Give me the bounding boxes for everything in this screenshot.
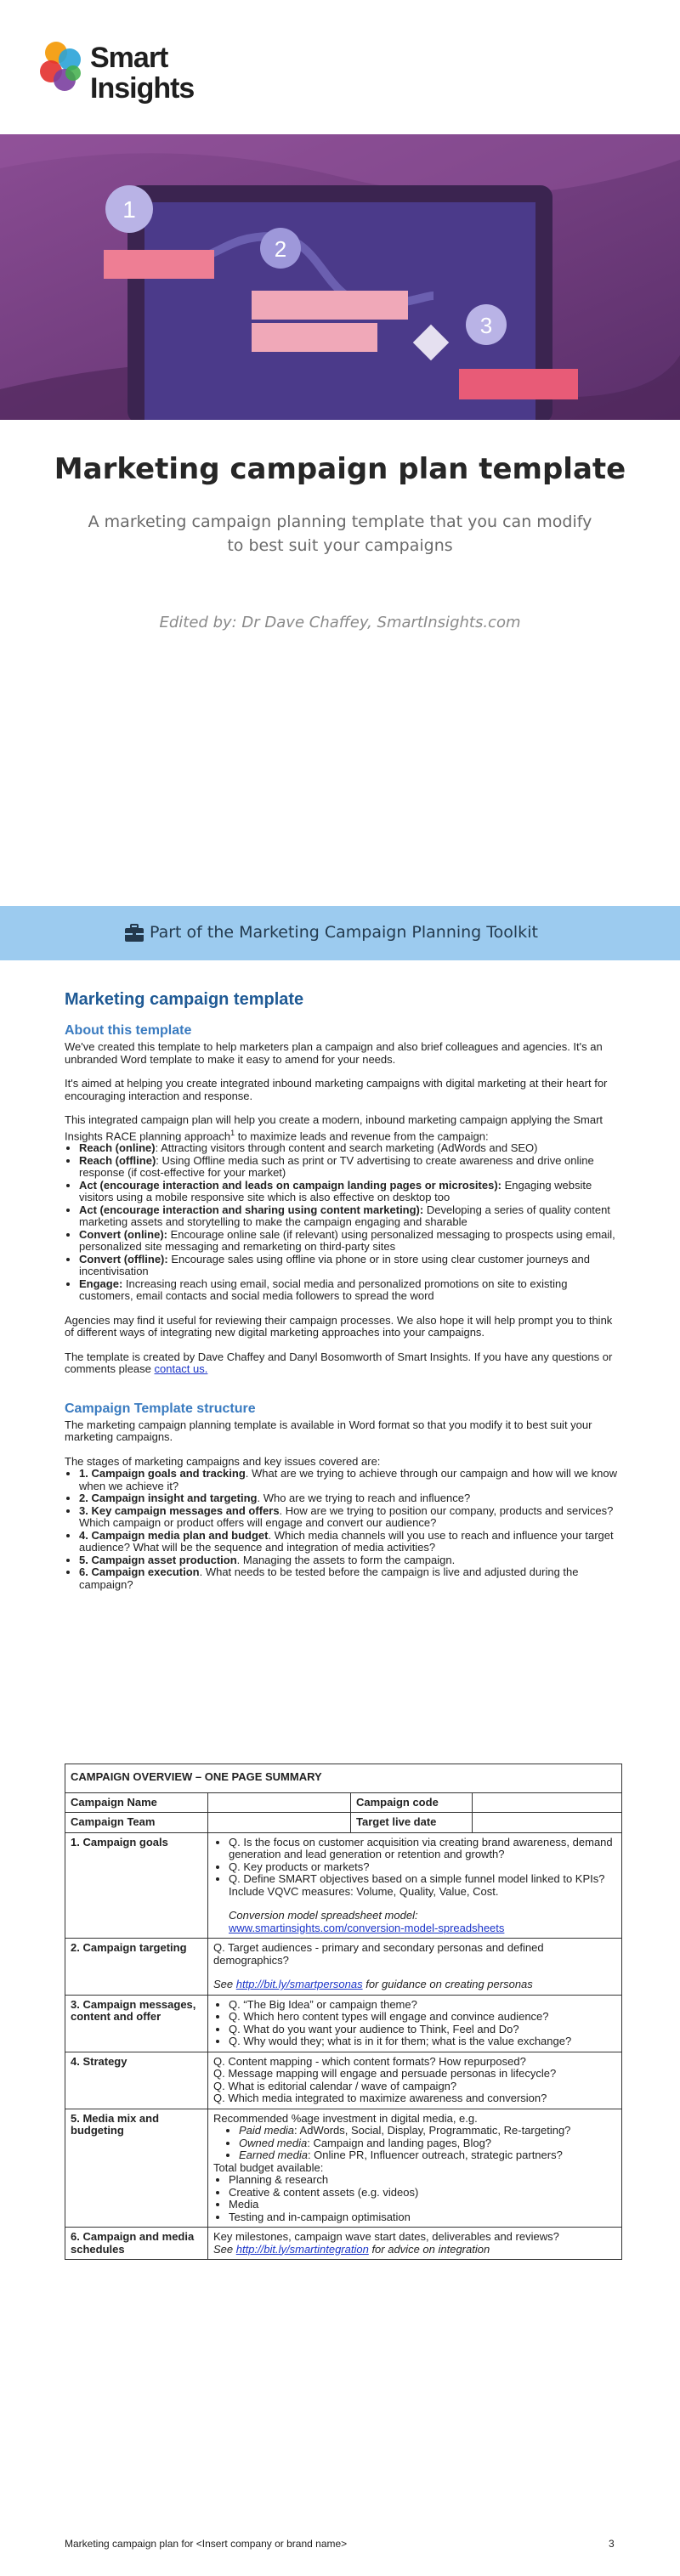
step-2-number: 2 bbox=[274, 236, 287, 262]
messages-label: 3. Campaign messages, content and offer bbox=[65, 1995, 208, 2052]
budget-item: • Creative & content assets (e.g. videos) bbox=[229, 2187, 616, 2200]
stage-item: • 4. Campaign media plan and budget. Which media channels will you use to reach and influence your target audience? What will be the sequence and integration of media activities? bbox=[79, 1530, 617, 1554]
footer-brand-text: Marketing campaign plan for <Insert company or brand name> bbox=[65, 2538, 348, 2550]
budget-label: Total budget available: bbox=[213, 2160, 324, 2174]
logo-wordmark bbox=[90, 42, 194, 104]
campaign-code-value[interactable] bbox=[473, 1792, 622, 1813]
structure-paragraph-2: The stages of marketing campaigns and key issues covered are: bbox=[65, 1454, 381, 1468]
messages-cell bbox=[208, 1995, 622, 2052]
table-row bbox=[65, 2109, 622, 2228]
about-p3-tail: to maximize leads and revenue from the campaign: bbox=[235, 1129, 489, 1142]
conversion-model-link[interactable]: www.smartinsights.com/conversion-model-spreadsheets bbox=[229, 1921, 505, 1934]
stage-item: • 3. Key campaign messages and offers. How are we trying to position our company, products and services? Which campaign or product offers will engage and convert our audience? bbox=[79, 1505, 617, 1530]
structure-paragraph-1: The marketing campaign planning template is available in Word format so that you modify it to best suit your marketing campaigns. bbox=[65, 1418, 592, 1444]
media-intro: Recommended %age investment in digital media, e.g. bbox=[213, 2111, 478, 2125]
about-heading: About this template bbox=[65, 1023, 192, 1038]
campaign-name-value[interactable] bbox=[208, 1792, 351, 1813]
strategy-line: Q. What is editorial calendar / wave of campaign? bbox=[213, 2079, 457, 2092]
logo-line1: Smart bbox=[90, 42, 168, 74]
campaign-team-value[interactable] bbox=[208, 1813, 351, 1833]
campaign-overview-table bbox=[65, 1764, 622, 2260]
stage-item: • 5. Campaign asset production. Managing the assets to form the campaign. bbox=[79, 1554, 617, 1567]
stage-item: • 6. Campaign execution. What needs to be tested before the campaign is live and adjusted during the campaign? bbox=[79, 1566, 617, 1591]
budget-item: • Testing and in-campaign optimisation bbox=[229, 2211, 616, 2224]
step-1-number: 1 bbox=[122, 196, 136, 223]
race-item: • Convert (offline): Encourage sales using offline via phone or in store using clear customer journeys and incentivisation bbox=[79, 1254, 617, 1278]
schedule-text: Key milestones, campaign wave start dates, deliverables and reviews? bbox=[213, 2230, 559, 2243]
targeting-label: 2. Campaign targeting bbox=[65, 1939, 208, 1996]
goals-item: • Q. Key products or markets? bbox=[229, 1861, 616, 1874]
strategy-line: Q. Content mapping - which content formats? How repurposed? bbox=[213, 2054, 526, 2068]
messages-item: • Q. Which hero content types will engage and convince audience? bbox=[229, 2011, 616, 2024]
campaign-team-label: Campaign Team bbox=[65, 1813, 208, 1833]
race-list bbox=[65, 1142, 617, 1303]
media-item: • Paid media: AdWords, Social, Display, Programmatic, Re-targeting? bbox=[239, 2125, 616, 2137]
media-item: • Owned media: Campaign and landing pages, Blog? bbox=[239, 2137, 616, 2150]
schedule-label: 6. Campaign and media schedules bbox=[65, 2228, 208, 2260]
cover-editor: Edited by: Dr Dave Chaffey, SmartInsights.com bbox=[159, 614, 521, 631]
table-row bbox=[65, 1995, 622, 2052]
step-3-bar bbox=[459, 369, 578, 399]
table-row bbox=[65, 1832, 622, 1939]
hero-banner bbox=[0, 134, 680, 420]
stage-item: • 2. Campaign insight and targeting. Who are we trying to reach and influence? bbox=[79, 1492, 617, 1505]
about-p5-text: The template is created by Dave Chaffey and Danyl Bosomworth of Smart Insights. If you have any questions or comments please bbox=[65, 1350, 613, 1376]
media-cell bbox=[208, 2109, 622, 2228]
schedule-cell bbox=[208, 2228, 622, 2260]
targeting-question: Q. Target audiences - primary and secondary personas and defined demographics? bbox=[213, 1941, 544, 1967]
race-item: • Reach (online): Attracting visitors through content and search marketing (AdWords and SEO) bbox=[79, 1142, 617, 1155]
footnote-ref: 1 bbox=[230, 1128, 235, 1137]
about-paragraph-3 bbox=[65, 1114, 617, 1142]
targeting-cell bbox=[208, 1939, 622, 1996]
campaign-name-label: Campaign Name bbox=[65, 1792, 208, 1813]
table-row bbox=[65, 1813, 622, 1833]
about-p3-text: This integrated campaign plan will help you create a modern, inbound marketing campaign applying the Smart Insights RACE planning approach bbox=[65, 1113, 604, 1142]
table-row bbox=[65, 1939, 622, 1996]
cover-title: Marketing campaign plan template bbox=[54, 452, 626, 486]
goals-item: • Q. Define SMART objectives based on a simple funnel model linked to KPIs? Include VQVC measures: Volume, Quality, Value, Cost. bbox=[229, 1873, 616, 1898]
goals-label: 1. Campaign goals bbox=[65, 1832, 208, 1939]
smart-insights-logo bbox=[39, 36, 209, 104]
campaign-code-label: Campaign code bbox=[351, 1792, 473, 1813]
toolbox-icon bbox=[124, 924, 144, 943]
table-row bbox=[65, 1792, 622, 1813]
race-item: • Reach (offline): Using Offline media such as print or TV advertising to create awareness and drive online response (if cost-effective for your market) bbox=[79, 1155, 617, 1180]
race-item: • Act (encourage interaction and sharing using content marketing): Developing a series of quality content marketing assets and storytelling to make the campaign engaging and sharable bbox=[79, 1204, 617, 1229]
target-live-date-value[interactable] bbox=[473, 1813, 622, 1833]
cover-subtitle: A marketing campaign planning template that you can modify to best suit your campaigns bbox=[88, 512, 592, 555]
contact-us-link[interactable]: contact us. bbox=[154, 1362, 208, 1376]
budget-item: • Planning & research bbox=[229, 2174, 616, 2187]
media-label: 5. Media mix and budgeting bbox=[65, 2109, 208, 2228]
target-live-date-label: Target live date bbox=[351, 1813, 473, 1833]
about-paragraph-4: Agencies may find it useful for reviewing their campaign processes. We also hope it will help prompt you to think of different ways of integrating new digital marketing approaches into your campaigns. bbox=[65, 1313, 613, 1339]
step-2-bar-a bbox=[252, 291, 408, 320]
goals-cell bbox=[208, 1832, 622, 1939]
stage-item: • 1. Campaign goals and tracking. What are we trying to achieve through our campaign and how will we know when we achieve it? bbox=[79, 1468, 617, 1492]
budget-item: • Media bbox=[229, 2199, 616, 2211]
table-row bbox=[65, 1764, 622, 1793]
personas-link[interactable]: http://bit.ly/smartpersonas bbox=[235, 1978, 363, 1990]
messages-item: • Q. “The Big Idea” or campaign theme? bbox=[229, 1999, 616, 2012]
goals-note: Conversion model spreadsheet model: bbox=[229, 1909, 418, 1922]
strategy-label: 4. Strategy bbox=[65, 2052, 208, 2109]
toolkit-banner bbox=[0, 906, 680, 960]
step-1-bar bbox=[104, 250, 214, 279]
step-3-number: 3 bbox=[479, 313, 493, 338]
hero-illustration bbox=[0, 134, 680, 420]
structure-heading: Campaign Template structure bbox=[65, 1401, 256, 1416]
doc-heading: Marketing campaign template bbox=[65, 990, 304, 1009]
strategy-cell bbox=[208, 2052, 622, 2109]
integration-link[interactable]: http://bit.ly/smartintegration bbox=[235, 2242, 369, 2256]
schedule-guidance: See http://bit.ly/smartintegration for advice on integration bbox=[213, 2242, 490, 2256]
race-item: • Convert (online): Encourage online sale (if relevant) using personalized messaging to prospects using email, personalized site messaging and remarketing on third-party sites bbox=[79, 1229, 617, 1254]
strategy-line: Q. Which media integrated to maximize awareness and conversion? bbox=[213, 2092, 547, 2104]
about-paragraph-2: It's aimed at helping you create integrated inbound marketing campaigns with digital marketing at their heart for encouraging interaction and response. bbox=[65, 1077, 608, 1102]
toolkit-label: Part of the Marketing Campaign Planning Toolkit bbox=[150, 923, 538, 942]
about-paragraph-1: We've created this template to help marketers plan a campaign and also brief colleagues and agencies. It's an unbranded Word template to make it easy to amend for your needs. bbox=[65, 1040, 603, 1066]
targeting-guidance: See http://bit.ly/smartpersonas for guidance on creating personas bbox=[213, 1978, 533, 1990]
race-item: • Act (encourage interaction and leads on campaign landing pages or microsites): Engaging website visitors using a mobile responsive site which is also effective on desktop too bbox=[79, 1180, 617, 1204]
race-item: • Engage: Increasing reach using email, social media and personalized promotions on site to existing customers, email contacts and social media followers to spread the word bbox=[79, 1278, 617, 1303]
page-number: 3 bbox=[609, 2538, 615, 2550]
messages-item: • Q. Why would they; what is in it for them; what is the value exchange? bbox=[229, 2035, 616, 2048]
logo-line2: Insights bbox=[90, 72, 195, 105]
step-2-bar-b bbox=[252, 323, 377, 352]
stages-list bbox=[65, 1468, 617, 1591]
logo-mark-icon bbox=[39, 41, 88, 97]
document-body bbox=[65, 990, 617, 1603]
goals-item: • Q. Is the focus on customer acquisition via creating brand awareness, demand generation and lead generation or retention and growth? bbox=[229, 1837, 616, 1861]
about-paragraph-5 bbox=[65, 1351, 617, 1376]
table-title: CAMPAIGN OVERVIEW – ONE PAGE SUMMARY bbox=[65, 1764, 622, 1793]
media-item: • Earned media: Online PR, Influencer outreach, strategic partners? bbox=[239, 2149, 616, 2162]
table-row bbox=[65, 2228, 622, 2260]
messages-item: • Q. What do you want your audience to Think, Feel and Do? bbox=[229, 2024, 616, 2036]
strategy-line: Q. Message mapping will engage and persuade personas in lifecycle? bbox=[213, 2067, 557, 2080]
table-row bbox=[65, 2052, 622, 2109]
